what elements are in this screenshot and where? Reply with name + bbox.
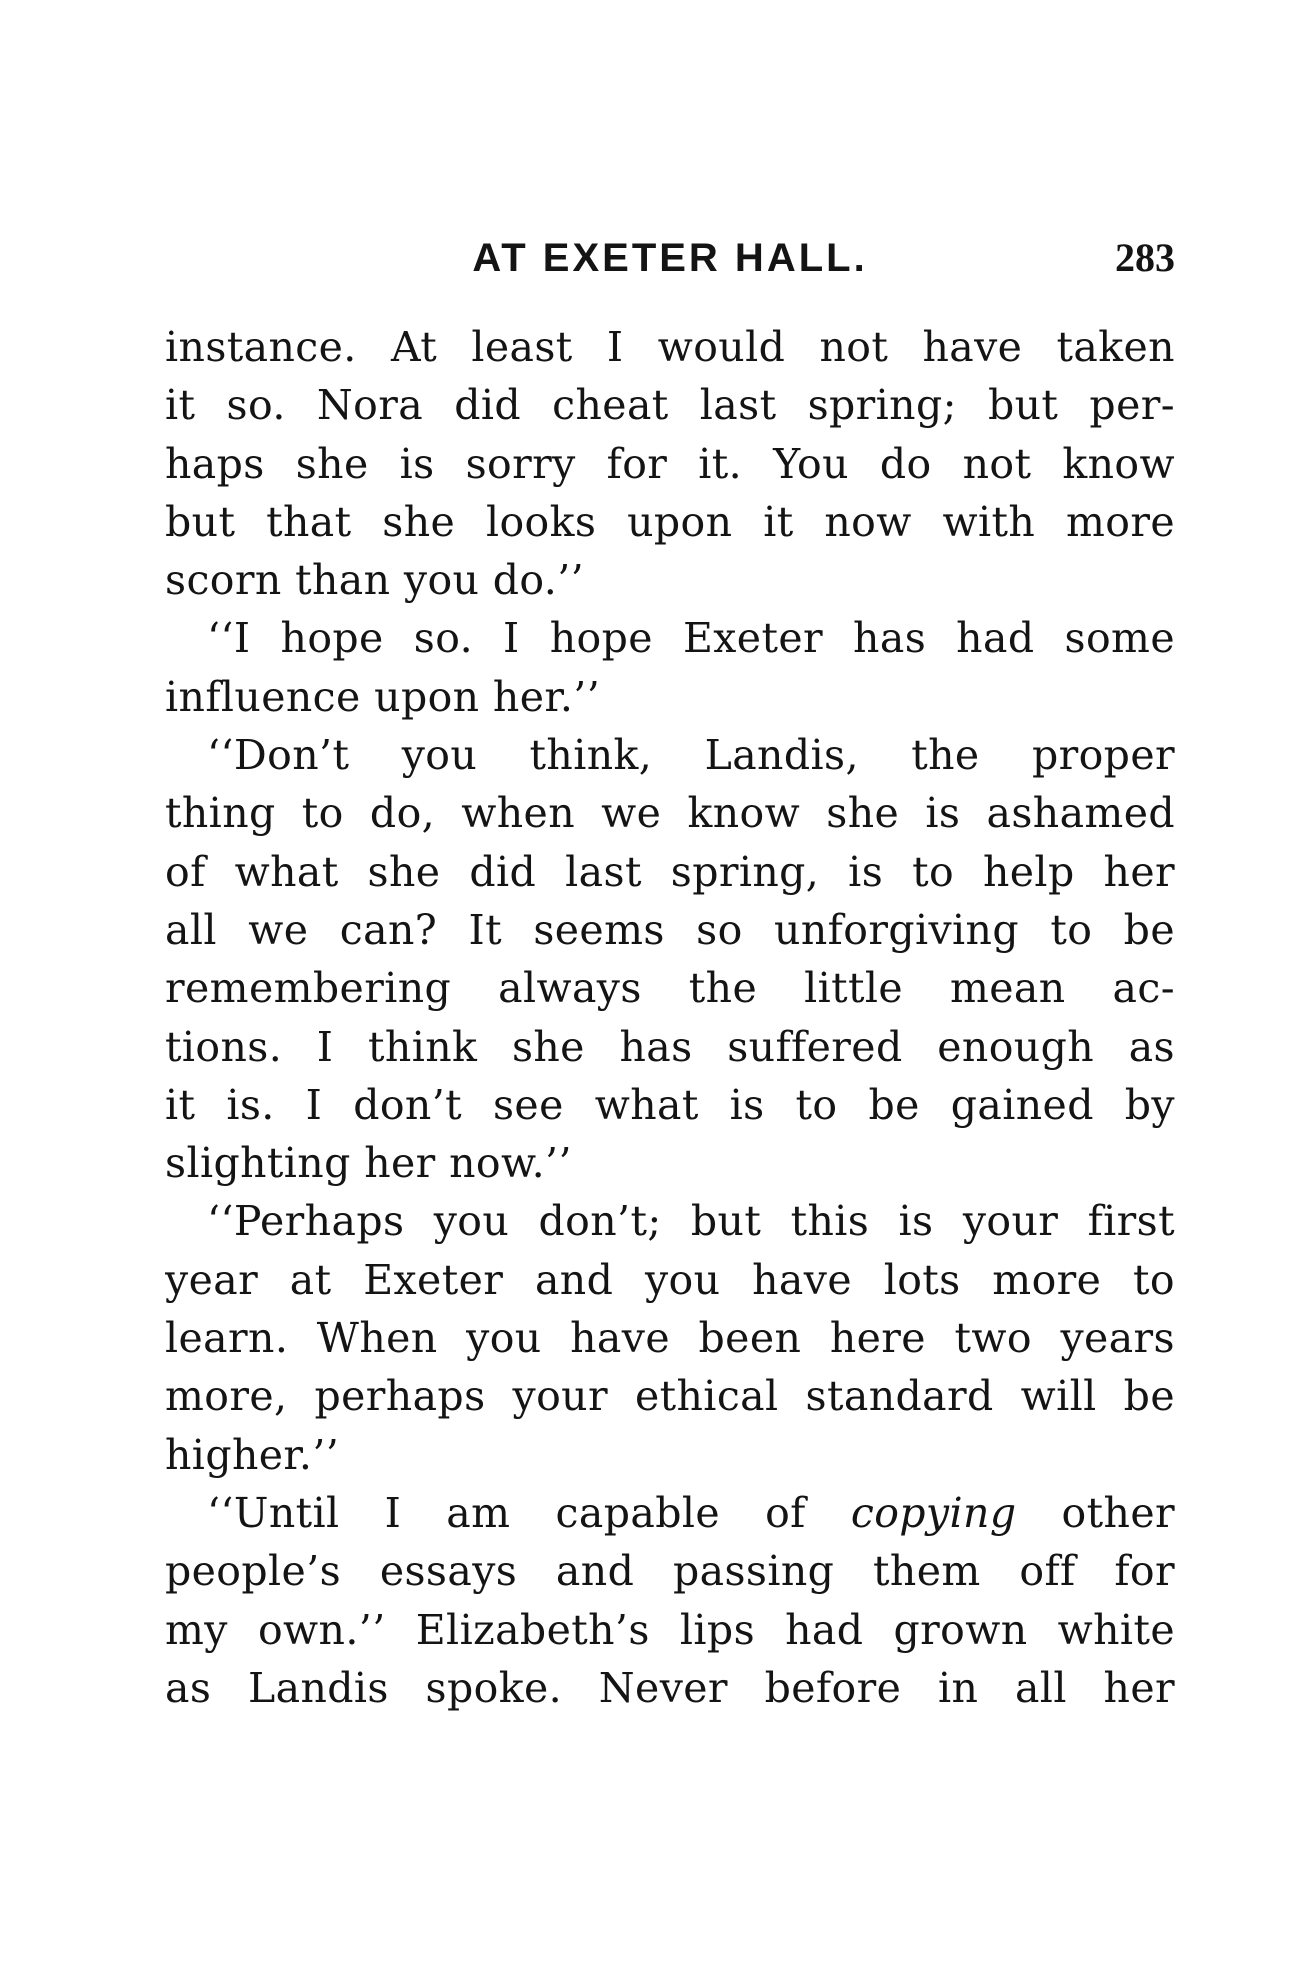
text-line: as Landis spoke. Never before in all her — [165, 1663, 1175, 1712]
running-header — [165, 228, 1175, 288]
text-line: ‘‘I hope so. I hope Exeter has had some — [207, 614, 1175, 663]
text-line: my own.’’ Elizabeth’s lips had grown white — [165, 1605, 1175, 1654]
page-number: 283 — [1115, 235, 1175, 280]
running-title: AT EXETER HALL. — [472, 236, 868, 280]
text-line: more, perhaps your ethical standard will be — [165, 1372, 1175, 1421]
text-line: higher.’’ — [165, 1430, 340, 1479]
text-line: of what she did last spring, is to help her — [165, 847, 1175, 896]
text-line: year at Exeter and you have lots more to — [165, 1255, 1175, 1304]
text-line: learn. When you have been here two years — [165, 1314, 1175, 1363]
text-line: haps she is sorry for it. You do not know — [165, 439, 1175, 488]
text-line — [165, 1484, 1175, 1542]
text-line: remembering always the little mean ac- — [165, 964, 1175, 1013]
text-line: it so. Nora did cheat last spring; but per- — [165, 381, 1175, 430]
text-line: thing to do, when we know she is ashamed — [165, 789, 1175, 838]
text-segment: ‘‘Until I am capable of — [207, 1488, 851, 1537]
text-segment: other — [1016, 1488, 1175, 1537]
text-line: all we can? It seems so unforgiving to be — [165, 905, 1175, 954]
text-line: ‘‘Don’t you think, Landis, the proper — [207, 731, 1175, 780]
emphasized-word: copying — [850, 1488, 1017, 1537]
text-line: tions. I think she has suffered enough as — [165, 1022, 1175, 1071]
text-line: but that she looks upon it now with more — [165, 497, 1175, 546]
text-line: people’s essays and passing them off for — [165, 1547, 1175, 1596]
body-text — [165, 318, 1175, 1717]
text-line: influence upon her.’’ — [165, 672, 601, 721]
text-line: it is. I don’t see what is to be gained by — [165, 1080, 1175, 1129]
text-line: slighting her now.’’ — [165, 1139, 572, 1188]
text-line: instance. At least I would not have taken — [165, 323, 1175, 371]
text-line: scorn than you do.’’ — [165, 556, 585, 605]
text-line: ‘‘Perhaps you don’t; but this is your first — [207, 1197, 1175, 1246]
